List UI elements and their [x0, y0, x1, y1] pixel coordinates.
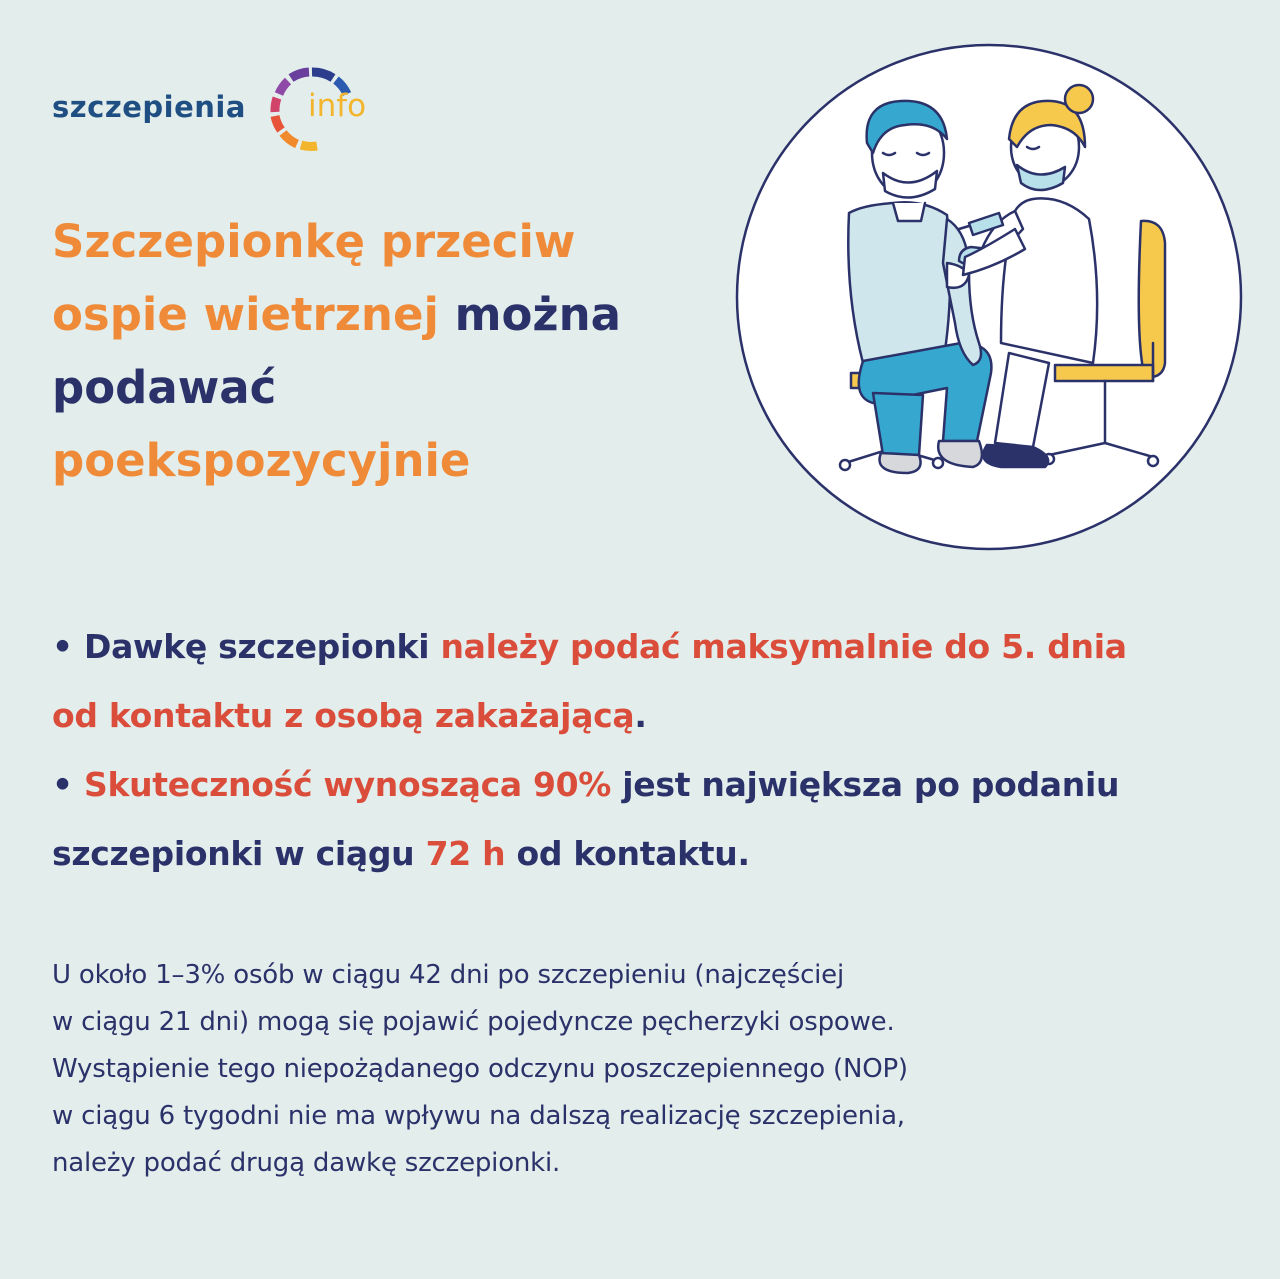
bullet-dot-icon: • [52, 765, 73, 804]
paragraph-line: Wystąpienie tego niepożądanego odczynu poszczepiennego (NOP) [52, 1054, 908, 1084]
paragraph-line: w ciągu 21 dni) mogą się pojawić pojedyncze pęcherzyki ospowe. [52, 1007, 895, 1037]
paragraph-line: U około 1–3% osób w ciągu 42 dni po szczepieniu (najczęściej [52, 960, 845, 990]
bullet-2-red-b: 72 h [425, 834, 506, 873]
bullet-dot-icon: • [52, 627, 73, 666]
bullet-2-line-1 [52, 750, 1242, 819]
bullet-2-red: Skuteczność wynosząca 90% [84, 765, 612, 804]
info-paragraph [52, 952, 1242, 1187]
bullet-2-end: od kontaktu. [516, 834, 750, 873]
logo-wordmark-info: info [308, 88, 367, 124]
headline-line-4: poekspozycyjnie [52, 434, 471, 487]
headline-line-2-dark: można [454, 288, 621, 341]
headline-line-1: Szczepionkę przeciw [52, 215, 576, 268]
headline-line-3: podawać [52, 361, 277, 414]
bullet-1-line-1 [52, 612, 1242, 681]
bullet-1-dark: Dawkę szczepionki [84, 627, 430, 666]
logo [52, 64, 392, 154]
bullet-2-dark: jest największa po podaniu [622, 765, 1120, 804]
bullet-1-line-2 [52, 681, 1242, 750]
headline-line-2-orange: ospie wietrznej [52, 288, 439, 341]
bullet-1-red-a: należy podać maksymalnie do 5. dnia [440, 627, 1127, 666]
paragraph-line: należy podać drugą dawkę szczepionki. [52, 1148, 561, 1178]
logo-wordmark-szczepienia: szczepienia [52, 90, 246, 124]
bullet-2-dark-b: szczepionki w ciągu [52, 834, 415, 873]
bullet-1-red-b: od kontaktu z osobą zakażającą [52, 696, 635, 735]
paragraph-line: w ciągu 6 tygodni nie ma wpływu na dalszą realizację szczepienia, [52, 1101, 905, 1131]
bullet-1-end: . [634, 696, 647, 735]
bullet-2-line-2 [52, 819, 1242, 888]
headline [52, 205, 692, 497]
key-facts [52, 612, 1242, 888]
vaccination-illustration [733, 43, 1246, 552]
